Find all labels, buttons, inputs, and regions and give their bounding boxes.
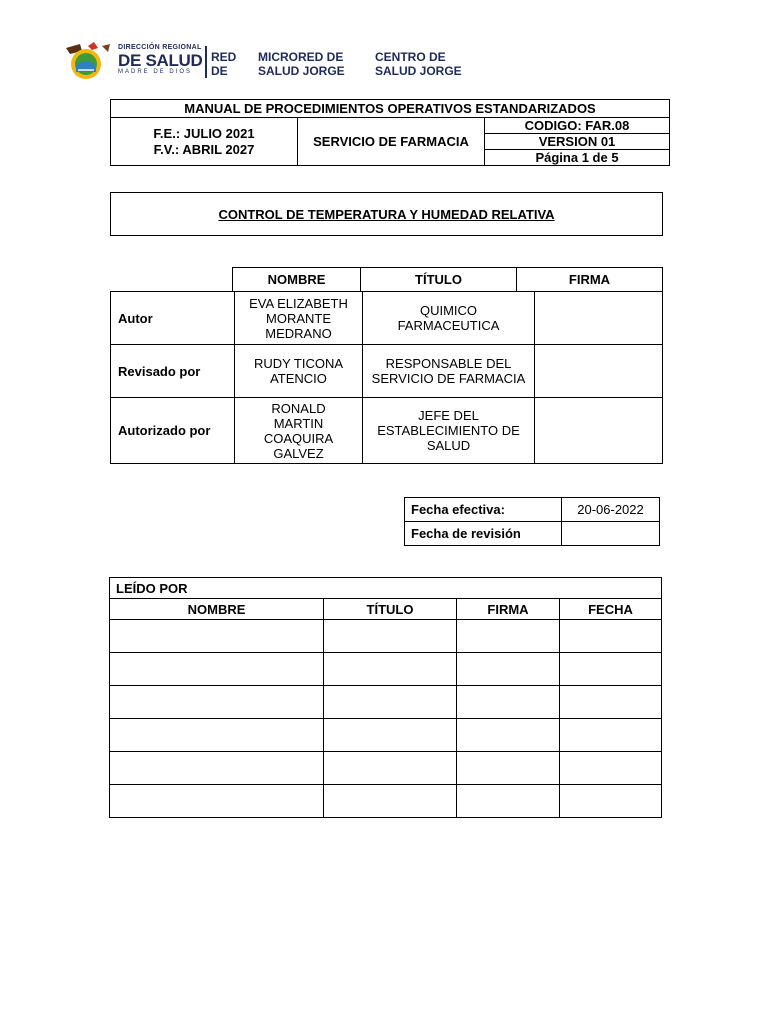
header-red-line-1: RED: [211, 50, 237, 64]
header-microred: [258, 50, 345, 78]
read-by-cell[interactable]: [324, 785, 457, 818]
approvals-body: [110, 291, 663, 464]
approval-row-reviewed: [111, 345, 663, 398]
header-red: [211, 50, 236, 78]
read-by-cell[interactable]: [457, 620, 560, 653]
read-by-cell[interactable]: [560, 752, 662, 785]
read-by-cell[interactable]: [110, 719, 324, 752]
logo-line-1: DIRECCIÓN REGIONAL: [118, 44, 202, 51]
document-version: VERSION 01: [485, 134, 670, 150]
read-by-row: [110, 752, 662, 785]
effective-date-label: Fecha efectiva:: [405, 498, 562, 522]
read-by-cell[interactable]: [110, 785, 324, 818]
approval-signature: [535, 345, 663, 398]
approval-row-author: [111, 292, 663, 345]
read-by-header-title: TÍTULO: [324, 599, 457, 620]
read-by-cell[interactable]: [110, 752, 324, 785]
approval-name: EVA ELIZABETH MORANTE MEDRANO: [235, 292, 363, 345]
manual-title: MANUAL DE PROCEDIMIENTOS OPERATIVOS ESTANDARIZADOS: [111, 100, 670, 118]
read-by-cell[interactable]: [324, 653, 457, 686]
read-by-cell[interactable]: [560, 686, 662, 719]
approval-row-authorized: [111, 398, 663, 464]
document-header-table: [110, 99, 670, 166]
logo-divider: [205, 46, 207, 78]
read-by-cell[interactable]: [457, 785, 560, 818]
approval-title: JEFE DEL ESTABLECIMIENTO DE SALUD: [363, 398, 535, 464]
read-by-cell[interactable]: [324, 752, 457, 785]
read-by-row: [110, 785, 662, 818]
read-by-cell[interactable]: [457, 719, 560, 752]
read-by-cell[interactable]: [560, 653, 662, 686]
approvals-header-name: NOMBRE: [233, 268, 361, 292]
approval-title: RESPONSABLE DEL SERVICIO DE FARMACIA: [363, 345, 535, 398]
regional-emblem-icon: [62, 42, 112, 82]
regional-health-logo: [62, 42, 208, 82]
approval-signature: [535, 292, 663, 345]
read-by-cell[interactable]: [457, 686, 560, 719]
logo-line-3: MADRE DE DIOS: [118, 69, 193, 75]
read-by-cell[interactable]: [457, 653, 560, 686]
approval-title: QUIMICO FARMACEUTICA: [363, 292, 535, 345]
read-by-cell[interactable]: [110, 620, 324, 653]
procedure-title: CONTROL DE TEMPERATURA Y HUMEDAD RELATIVA: [111, 193, 663, 236]
logo-line-2: DE SALUD: [118, 51, 203, 70]
read-by-cell[interactable]: [560, 785, 662, 818]
read-by-header-name: NOMBRE: [110, 599, 324, 620]
procedure-title-box: [110, 192, 663, 236]
revision-date-label: Fecha de revisión: [405, 522, 562, 546]
approvals-header-signature: FIRMA: [517, 268, 663, 292]
page-number: Página 1 de 5: [485, 150, 670, 166]
dates-cell: [111, 118, 298, 166]
read-by-cell[interactable]: [324, 686, 457, 719]
read-by-header-signature: FIRMA: [457, 599, 560, 620]
read-by-cell[interactable]: [560, 719, 662, 752]
read-by-table: [109, 577, 662, 818]
service-name: SERVICIO DE FARMACIA: [298, 118, 485, 166]
header-microred-line-2: SALUD JORGE: [258, 64, 345, 78]
read-by-cell[interactable]: [457, 752, 560, 785]
read-by-cell[interactable]: [324, 620, 457, 653]
read-by-cell[interactable]: [560, 620, 662, 653]
header-centro-line-1: CENTRO DE: [375, 50, 446, 64]
approval-signature: [535, 398, 663, 464]
header-centro-line-2: SALUD JORGE: [375, 64, 462, 78]
approval-role: Autor: [111, 292, 235, 345]
fv-date: F.V.: ABRIL 2027: [153, 141, 255, 157]
read-by-cell[interactable]: [110, 653, 324, 686]
header-microred-line-1: MICRORED DE: [258, 50, 344, 64]
approvals-header: [232, 267, 663, 292]
approval-role: Autorizado por: [111, 398, 235, 464]
read-by-row: [110, 719, 662, 752]
read-by-row: [110, 620, 662, 653]
header-centro: [375, 50, 462, 78]
read-by-cell[interactable]: [110, 686, 324, 719]
dates-table: [404, 497, 660, 546]
approval-name: RUDY TICONA ATENCIO: [235, 345, 363, 398]
document-code: CODIGO: FAR.08: [485, 118, 670, 134]
header-red-line-2: DE: [211, 64, 228, 78]
revision-date-value: [562, 522, 660, 546]
read-by-row: [110, 653, 662, 686]
approval-role: Revisado por: [111, 345, 235, 398]
read-by-cell[interactable]: [324, 719, 457, 752]
approval-name: RONALD MARTIN COAQUIRA GALVEZ: [235, 398, 363, 464]
approvals-header-title: TÍTULO: [361, 268, 517, 292]
read-by-row: [110, 686, 662, 719]
read-by-title: LEÍDO POR: [110, 578, 662, 599]
read-by-header-date: FECHA: [560, 599, 662, 620]
effective-date-value: 20-06-2022: [562, 498, 660, 522]
fe-date: F.E.: JULIO 2021: [153, 125, 255, 141]
